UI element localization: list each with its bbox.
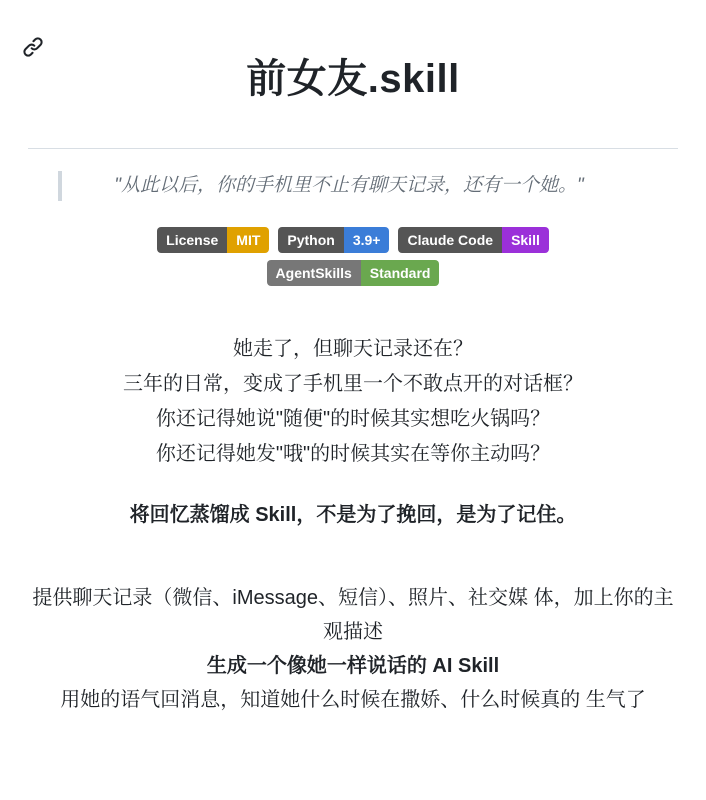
badge-value: Skill xyxy=(502,227,549,253)
badge-row xyxy=(157,227,549,253)
pitch-line: 生气了 xyxy=(585,688,646,711)
intro-line: 三年的日常，变成了手机里一个不敢点开的对话框？ xyxy=(123,372,583,395)
badge-list xyxy=(28,227,678,286)
intro-line: 你还记得她说"随便"的时候其实想吃火锅吗？ xyxy=(155,407,551,430)
page-title: 前女友.skill xyxy=(246,56,460,101)
badge-agentskills[interactable] xyxy=(267,260,440,286)
tagline-blockquote: "从此以后，你的手机里不止有聊天记录，还有一个她。" xyxy=(58,171,618,201)
intro-line: 她走了，但聊天记录还在？ xyxy=(233,337,473,360)
pitch-strong-line: 生成一个像她一样说话的 AI Skill xyxy=(206,654,500,677)
badge-value: Standard xyxy=(361,260,440,286)
badge-label: Claude Code xyxy=(398,227,502,253)
pitch-line: 体，加上你的主观描述 xyxy=(323,586,674,643)
badge-claude-code[interactable] xyxy=(398,227,548,253)
badge-row xyxy=(267,260,440,286)
badge-python[interactable] xyxy=(278,227,389,253)
badge-license[interactable] xyxy=(157,227,269,253)
intro-line: 你还记得她发"哦"的时候其实在等你主动吗？ xyxy=(155,442,551,465)
link-icon[interactable] xyxy=(22,36,44,58)
badge-label: Python xyxy=(278,227,343,253)
intro-paragraph xyxy=(28,332,678,533)
badge-label: License xyxy=(157,227,227,253)
badge-value: 3.9+ xyxy=(344,227,390,253)
intro-emphasis: 将回忆蒸馏成 Skill，不是为了挽回，是为了记住。 xyxy=(129,503,577,526)
badge-value: MIT xyxy=(227,227,269,253)
pitch-paragraph xyxy=(28,581,678,717)
pitch-line: 提供聊天记录（微信、iMessage、短信）、照片、社交媒 xyxy=(32,586,529,609)
badge-label: AgentSkills xyxy=(267,260,361,286)
pitch-line: 用她的语气回消息，知道她什么时候在撒娇、什么时候真的 xyxy=(60,688,581,711)
title-row xyxy=(28,18,678,149)
